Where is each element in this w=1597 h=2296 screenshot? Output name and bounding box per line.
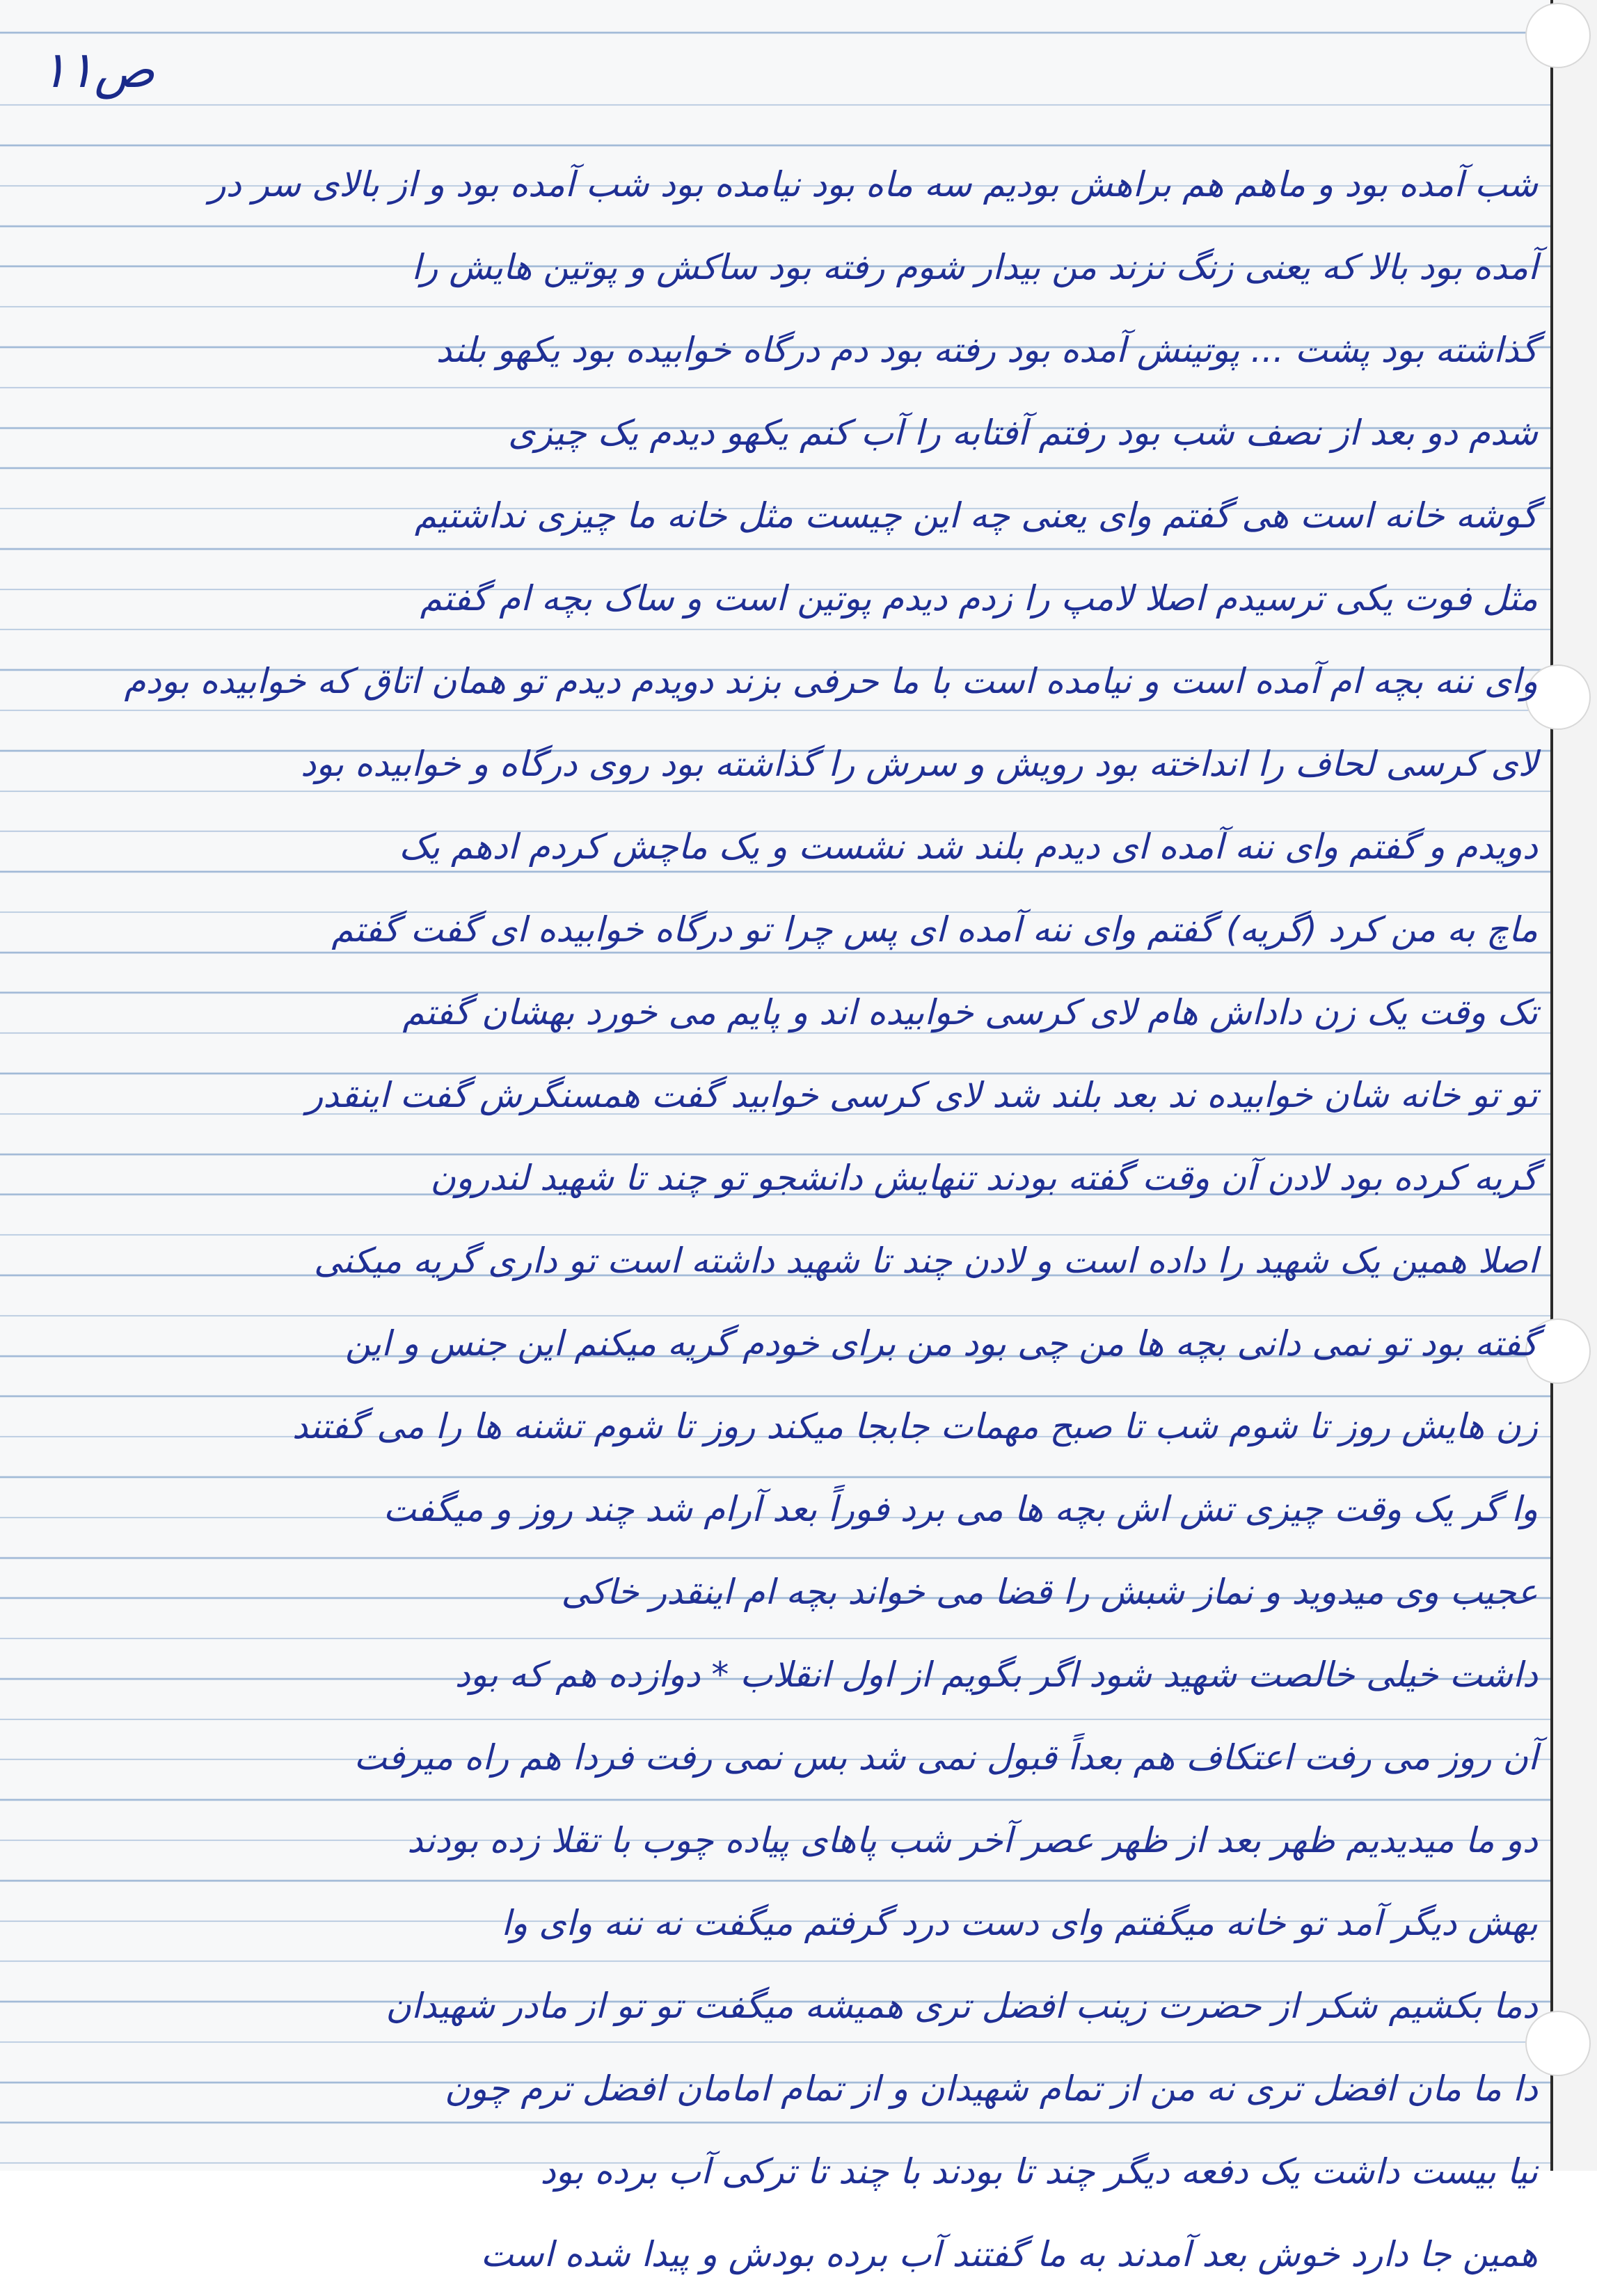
text-line: آمده بود بالا که یعنی زنگ نزند من بیدار شوم رفته بود ساکش و پوتین هایش را (411, 247, 1538, 287)
text-line: گفته بود تو نمی دانی بچه ها من چی بود من برای خودم گریه میکنم این جنس و این (344, 1323, 1538, 1364)
punch-hole-1 (1525, 3, 1591, 68)
text-line: شدم دو بعد از نصف شب بود رفتم آفتابه را آب کنم یکهو دیدم یک چیزی (508, 413, 1538, 453)
text-line: دا ما مان افضل تری نه من از تمام شهیدان و از تمام امامان افضل ترم چون (444, 2068, 1538, 2109)
text-line: وای ننه بچه ام آمده است و نیامده است با ما حرفی بزند دویدم دیدم تو همان اتاق که خوابیده بودم (124, 661, 1538, 701)
text-line: ماچ به من کرد (گریه) گفتم وای ننه آمده ای پس چرا تو درگاه خوابیده ای گفت گفتم (331, 909, 1538, 950)
text-line: داشت خیلی خالصت شهید شود اگر بگویم از اول انقلاب * دوازده هم که بود (454, 1655, 1538, 1695)
text-line: همین جا دارد خوش بعد آمدند به ما گفتند آب برده بودش و پیدا شده است (480, 2234, 1538, 2274)
text-line: تک وقت یک زن داداش هام لای کرسی خوابیده اند و پایم می خورد بهشان گفتم (402, 992, 1538, 1033)
text-line: مثل فوت یکی ترسیدم اصلا لامپ را زدم دیدم پوتین است و ساک بچه ام گفتم (420, 578, 1538, 619)
text-line: دو ما میدیدیم ظهر بعد از ظهر عصر آخر شب پاهای پیاده چوب با تقلا زده بودند (407, 1820, 1538, 1860)
text-line: دما بکشیم شکر از حضرت زینب افضل تری همیشه میگفت تو تو از مادر شهیدان (386, 1986, 1538, 2026)
text-line: گوشه خانه است هی گفتم وای یعنی چه این چیست مثل خانه ما چیزی نداشتیم (414, 495, 1538, 536)
text-line: آن روز می رفت اعتکاف هم بعداً قبول نمی شد بس نمی رفت فردا هم راه میرفت (353, 1737, 1538, 1778)
text-line: وا گر یک وقت چیزی تش اش بچه ها می برد فوراً بعد آرام شد چند روز و میگفت (383, 1489, 1538, 1529)
text-line: نیا بیست داشت یک دفعه دیگر چند تا بودند با چند تا ترکی آب برده بود (540, 2151, 1538, 2192)
text-line: زن هایش روز تا شوم شب تا صبح مهمات جابجا میکند روز تا شوم تشنه ها را می گفتند (292, 1406, 1538, 1446)
text-line: عجیب وی میدوید و نماز شبش را قضا می خواند بچه ام اینقدر خاکی (561, 1572, 1538, 1612)
text-line: دویدم و گفتم وای ننه آمده ای دیدم بلند شد نشست و یک ماچش کردم ادهم یک (399, 827, 1538, 867)
text-line: گریه کرده بود لادن آن وقت گفته بودند تنهایش دانشجو تو چند تا شهید لندرون (430, 1158, 1538, 1198)
text-line: شب آمده بود و ماهم هم براهش بودیم سه ماه بود نیامده بود شب آمده بود و از بالای سر در (209, 164, 1538, 205)
text-line: اصلا همین یک شهید را داده است و لادن چند تا شهید داشته است تو داری گریه میکنی (314, 1241, 1538, 1281)
page-right-strip (1553, 0, 1597, 2171)
handwritten-text (28, 143, 1538, 2274)
margin-line (1550, 0, 1553, 2171)
text-line: گذاشته بود پشت ... پوتینش آمده بود رفته بود دم درگاه خوابیده بود یکهو بلند (436, 330, 1538, 370)
text-line: تو تو خانه شان خوابیده ند بعد بلند شد لای کرسی خوابید گفت همسنگرش گفت اینقدر (306, 1075, 1538, 1115)
text-line: بهش دیگر آمد تو خانه میگفتم وای دست درد گرفتم میگفت نه ننه وای وا (501, 1903, 1538, 1943)
text-line: لای کرسی لحاف را انداخته بود رویش و سرش را گذاشته بود روی درگاه و خوابیده بود (301, 744, 1538, 784)
page-number: ص۱۱ (40, 40, 155, 99)
